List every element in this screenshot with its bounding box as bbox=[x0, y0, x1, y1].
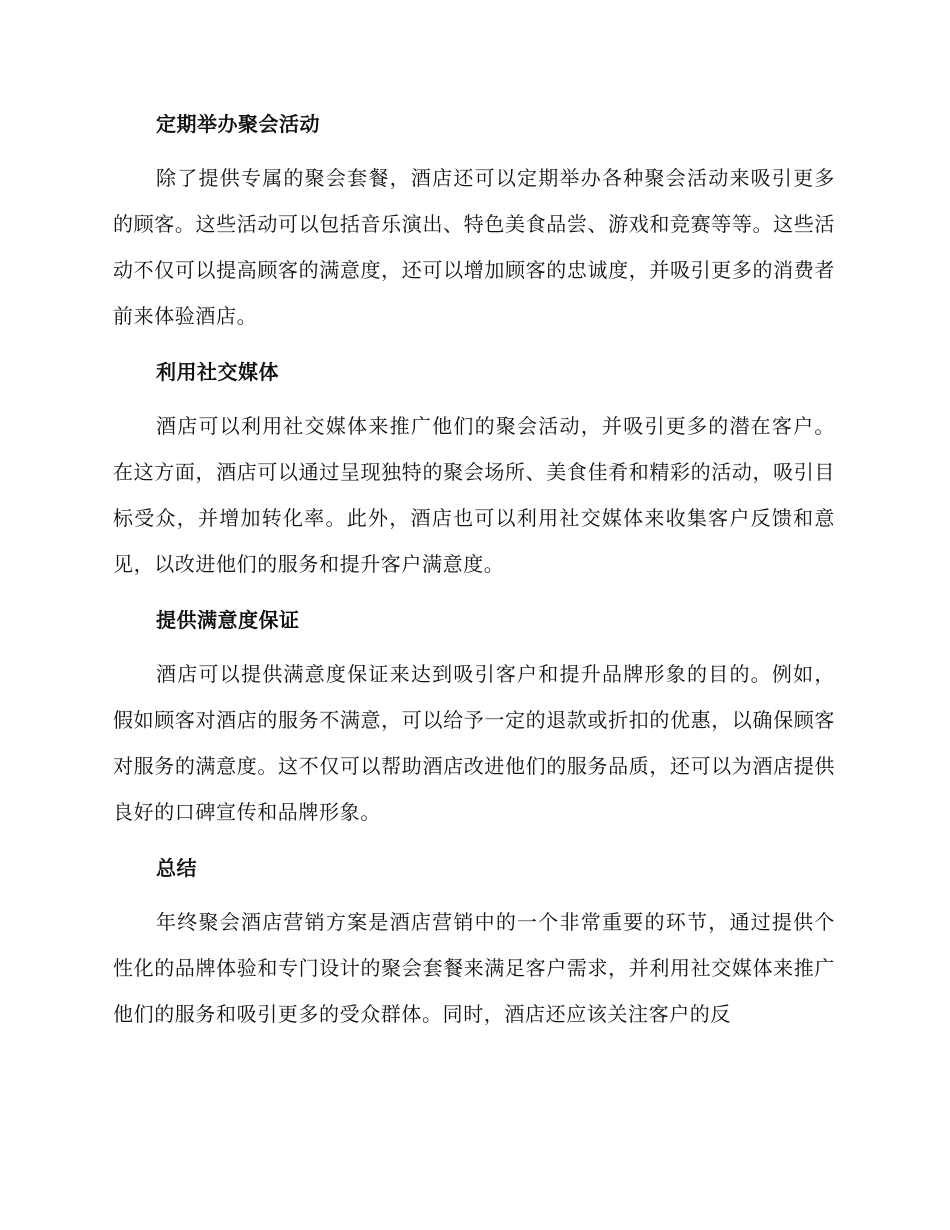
section-heading: 总结 bbox=[156, 856, 197, 880]
section-paragraph: 酒店可以提供满意度保证来达到吸引客户和提升品牌形象的目的。例如，假如顾客对酒店的服务不满意，可以给予一定的退款或折扣的优惠，以确保顾客对服务的满意度。这不仅可以帮助酒店改进他们的服务品质，还可以为酒店提供良好的口碑宣传和品牌形象。 bbox=[113, 662, 835, 824]
section-paragraph: 除了提供专属的聚会套餐，酒店还可以定期举办各种聚会活动来吸引更多的顾客。这些活动可以包括音乐演出、特色美食品尝、游戏和竞赛等等。这些活动不仅可以提高顾客的满意度，还可以增加顾客的忠诚度，并吸引更多的消费者前来体验酒店。 bbox=[113, 166, 835, 328]
section-heading: 定期举办聚会活动 bbox=[156, 112, 320, 136]
section-social-media bbox=[113, 358, 835, 587]
section-paragraph: 酒店可以利用社交媒体来推广他们的聚会活动，并吸引更多的潜在客户。在这方面，酒店可以通过呈现独特的聚会场所、美食佳肴和精彩的活动，吸引目标受众，并增加转化率。此外，酒店也可以利用社交媒体来收集客户反馈和意见，以改进他们的服务和提升客户满意度。 bbox=[113, 414, 835, 576]
section-heading: 利用社交媒体 bbox=[156, 360, 279, 384]
section-summary bbox=[113, 854, 835, 1037]
section-satisfaction-guarantee bbox=[113, 606, 835, 835]
section-paragraph: 年终聚会酒店营销方案是酒店营销中的一个非常重要的环节，通过提供个性化的品牌体验和专门设计的聚会套餐来满足客户需求，并利用社交媒体来推广他们的服务和吸引更多的受众群体。同时，酒店还应该关注客户的反 bbox=[113, 910, 835, 1026]
section-heading: 提供满意度保证 bbox=[156, 608, 300, 632]
section-regular-events bbox=[113, 110, 835, 339]
document-body bbox=[113, 110, 835, 1056]
